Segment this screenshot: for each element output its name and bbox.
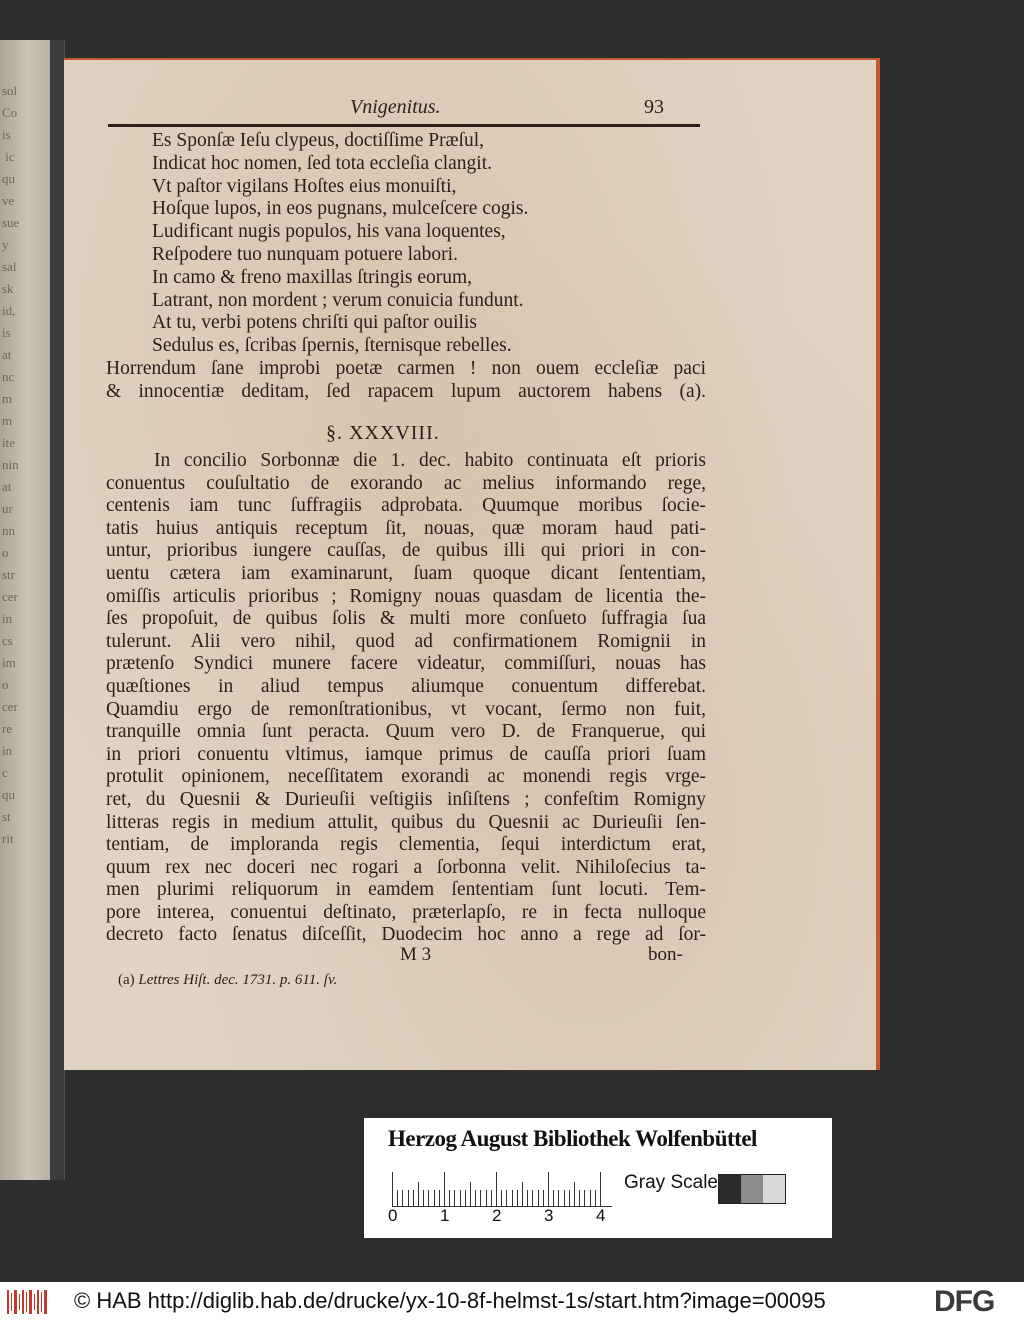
scale-tick: [480, 1190, 481, 1206]
body-line: omiſſis articulis prioribus ; Romigny nouas quasdam de licentia the-: [106, 585, 706, 607]
verse-line: Reſpodere tuo nunquam potuere labori.: [152, 243, 458, 265]
body-line: centenis iam tunc ſuffragiis adprobata. Quumque moribus ſocie-: [106, 495, 706, 517]
verse-line: Sedulus es, ſcribas ſpernis, ſternisque rebelles.: [152, 335, 512, 357]
body-line: decreto facto ſenatus diſceſſit, Duodecim hoc anno a rege ad ſor-: [106, 924, 706, 946]
body-line: prætenſo Syndici munere facere videatur, commiſſuri, nouas has: [106, 653, 706, 675]
verse-line: Ludificant nugis populos, his vana loquentes,: [152, 221, 506, 243]
scale-tick: [569, 1190, 570, 1206]
scale-tick: [402, 1190, 403, 1206]
verse-line: At tu, verbi potens chriſti qui paſtor ouilis: [152, 312, 477, 334]
scale-tick: [574, 1182, 575, 1206]
body-line: tatis huius antiquis receptum ſit, nouas, quæ moram haud pati-: [106, 517, 706, 539]
left-page-text: sol Co is ic qu ve sue y sal sk id, is at nc m m ite nin at ur nn o str cer in cs im o cer re in c qu st rit: [2, 83, 20, 846]
body-line: quum rex nec doceri nec rogari a ſorbonna velit. Nihiloſecius ta-: [106, 856, 706, 878]
running-head-title: Vnigenitus.: [350, 96, 441, 118]
scale-tick: [501, 1190, 502, 1206]
scale-tick: [538, 1190, 539, 1206]
source-url: © HAB http://diglib.hab.de/drucke/yx-10-8f-helmst-1s/start.htm?image=00095: [74, 1288, 826, 1313]
scale-tick: [434, 1190, 435, 1206]
verse-block: [152, 130, 712, 358]
measurement-scale: [392, 1170, 612, 1207]
scale-tick: [590, 1190, 591, 1206]
scale-tick: [418, 1182, 419, 1206]
dfg-logo: DFG: [934, 1285, 995, 1318]
signature-mark: M 3: [400, 944, 432, 965]
plastic-sheet-edge: [0, 40, 65, 1180]
scale-tick: [558, 1190, 559, 1206]
scale-number: 2: [492, 1206, 502, 1225]
scale-tick: [496, 1172, 497, 1206]
scale-tick: [579, 1190, 580, 1206]
gray-scale-swatches: [718, 1174, 786, 1204]
scale-tick: [532, 1190, 533, 1206]
scale-tick: [439, 1190, 440, 1206]
body-line: tranquille omnia ſunt peracta. Quum vero D. de Franquerue, qui: [106, 721, 706, 743]
page-number: 93: [644, 96, 664, 118]
scale-number: 1: [440, 1206, 450, 1225]
scale-tick: [486, 1190, 487, 1206]
scale-tick: [397, 1190, 398, 1206]
verse-line: Vt paſtor vigilans Hoſtes eius monuiſti,: [152, 175, 457, 197]
scale-tick: [465, 1190, 466, 1206]
scale-number: 4: [596, 1206, 606, 1225]
footnote-mark: (a): [118, 972, 135, 988]
section-heading: §. XXXVIII.: [326, 422, 440, 444]
body-line: Quamdiu ergo de remonſtrationibus, vt vocant, ſermo non fuit,: [106, 698, 706, 720]
hab-barcode-icon: [6, 1288, 48, 1316]
scale-tick: [522, 1182, 523, 1206]
body-line: ſes propoſuit, de quibus ſolis & multi more conſueto ſuffragia ſua: [106, 608, 706, 630]
scale-tick: [543, 1190, 544, 1206]
scale-tick: [423, 1190, 424, 1206]
body-line: untur, prioribus iungere cauſſas, de quibus illi qui priori in con-: [106, 540, 706, 562]
body-line: tentiam, de imploranda regis clementia, ſequi interdictum erat,: [106, 834, 706, 856]
body-line: in priori conuentu vltimus, iamque primus de cauſſa priori ſuam: [106, 743, 706, 765]
comment-line: Horrendum ſane improbi poetæ carmen ! non ouem eccleſiæ paci: [106, 358, 706, 379]
scale-tick: [460, 1190, 461, 1206]
library-name: Herzog August Bibliothek Wolfenbüttel: [388, 1126, 757, 1151]
footnote-text: Lettres Hiſt. dec. 1731. p. 611. ſv.: [138, 972, 338, 988]
scale-number: 0: [388, 1206, 398, 1225]
verse-line: Es Sponſæ Ieſu clypeus, doctiſſime Præſul,: [152, 130, 485, 151]
scale-tick: [475, 1190, 476, 1206]
body-line: ret, du Quesnii & Durieuſii veſtigiis inſiſtens ; confeſtim Romigny: [106, 788, 706, 810]
scale-number: 3: [544, 1206, 554, 1225]
verse-line: Indicat hoc nomen, ſed tota eccleſia clangit.: [152, 152, 493, 174]
verse-line: In camo & freno maxillas ſtringis eorum,: [152, 266, 473, 288]
book-page: [64, 58, 880, 1070]
body-paragraph: [106, 450, 706, 947]
body-line: uentu cætera iam examinarunt, ſuam quoque dicant ſententiam,: [106, 562, 706, 584]
scale-tick: [413, 1190, 414, 1206]
scale-tick: [454, 1190, 455, 1206]
footer-bar: [0, 1282, 1024, 1322]
scale-tick: [491, 1190, 492, 1206]
gray-swatch: [763, 1175, 785, 1203]
scale-tick: [392, 1172, 393, 1206]
scale-tick: [527, 1190, 528, 1206]
verse-line: Hoſque lupos, in eos pugnans, mulceſcere cogis.: [152, 198, 529, 220]
scale-tick: [512, 1190, 513, 1206]
scale-tick: [595, 1190, 596, 1206]
verse-line: Latrant, non mordent ; verum conuicia fundunt.: [152, 289, 524, 311]
scale-tick: [553, 1190, 554, 1206]
body-line: protulit opinionem, neceſſitatem exorandi ac monendi regis vrge-: [106, 766, 706, 788]
body-line: pore interea, conuentui deſtinato, præterlapſo, re in fecta nulloque: [106, 901, 706, 923]
scale-tick: [600, 1172, 601, 1206]
footnote: [118, 972, 337, 989]
scale-tick: [564, 1190, 565, 1206]
head-rule: [108, 124, 700, 127]
gray-scale-label: Gray Scale: [624, 1172, 718, 1193]
scale-tick: [428, 1190, 429, 1206]
body-line: men plurimi reliquorum in eamdem ſententiam ſunt locuti. Tem-: [106, 879, 706, 901]
comment-paragraph: [106, 358, 706, 403]
body-line: conuentus couſultatio de exorando ac melius informando rege,: [106, 472, 706, 494]
scale-tick: [408, 1190, 409, 1206]
scale-tick: [517, 1190, 518, 1206]
scale-tick: [470, 1182, 471, 1206]
gray-swatch: [719, 1175, 741, 1203]
scale-tick: [548, 1172, 549, 1206]
body-line: tulerunt. Alii vero nihil, quod ad confirmationem Romignii in: [106, 630, 706, 652]
catchword: bon-: [648, 944, 683, 965]
library-label: [364, 1118, 832, 1238]
scale-tick: [506, 1190, 507, 1206]
body-line: quæſtiones in aliud tempus aliumque conuentum differebat.: [106, 675, 706, 697]
running-head: [64, 96, 876, 124]
scale-tick: [584, 1190, 585, 1206]
body-line: In concilio Sorbonnæ die 1. dec. habito continuata eſt prioris: [154, 450, 706, 471]
scale-tick: [449, 1190, 450, 1206]
scale-tick: [444, 1172, 445, 1206]
comment-line: & innocentiæ deditam, ſed rapacem lupum auctorem habens (a).: [106, 380, 706, 402]
gray-swatch: [741, 1175, 763, 1203]
body-line: litteras regis in medium attulit, quibus du Quesnii ac Durieuſii ſen-: [106, 811, 706, 833]
